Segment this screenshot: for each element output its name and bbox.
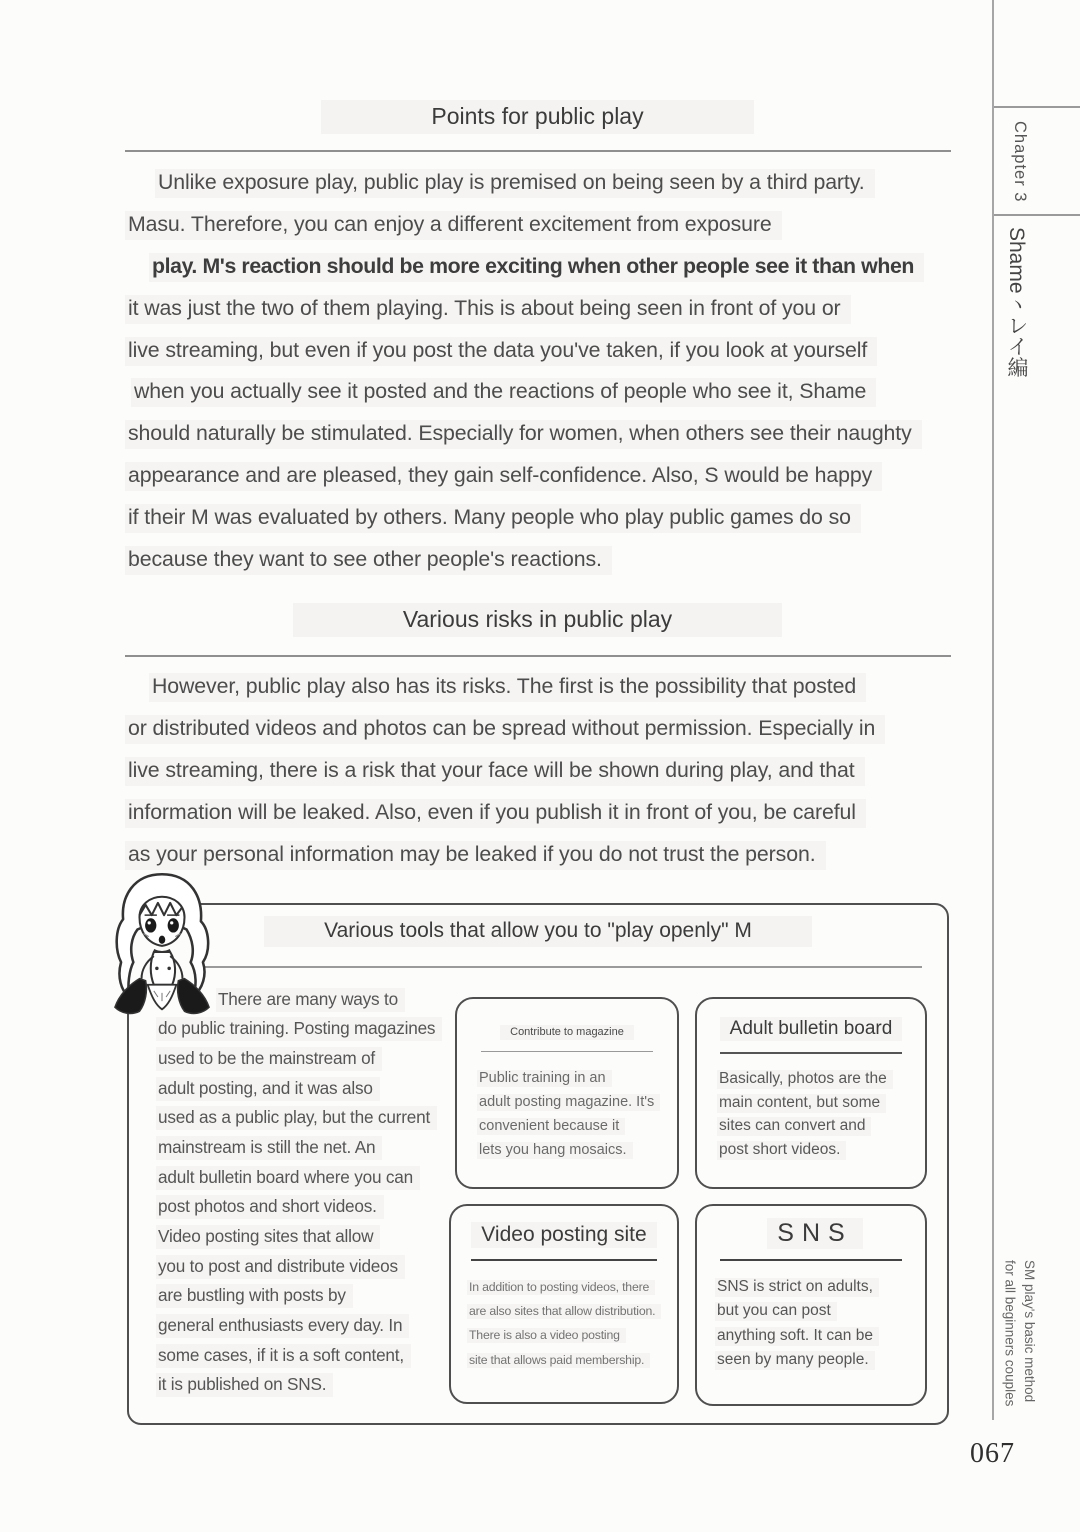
card-title: Adult bulletin board <box>697 1018 925 1040</box>
tools-box-title: Various tools that allow you to "play openly" M <box>129 919 947 943</box>
body-line: as your personal information may be leaked if you do not trust the person. <box>125 834 965 876</box>
card-sns <box>695 1204 927 1406</box>
card-line: Basically, photos are the <box>717 1068 925 1092</box>
body-line: appearance and are pleased, they gain self-confidence. Also, S would be happy <box>125 456 965 498</box>
paragraph-points <box>125 163 965 581</box>
intro-line: you to post and distribute videos <box>156 1252 461 1282</box>
body-line: live streaming, there is a risk that your face will be shown during play, and that <box>125 751 965 793</box>
card-divider <box>471 1259 657 1261</box>
sidebar-footer <box>1000 1260 1039 1422</box>
section-title-text: Points for public play <box>321 100 753 134</box>
intro-line: do public training. Posting magazines <box>156 1015 461 1045</box>
card-line: are also sites that allow distribution. <box>467 1299 677 1323</box>
card-video-posting-site <box>449 1204 679 1404</box>
body-line: Masu. Therefore, you can enjoy a different excitement from exposure <box>125 205 965 247</box>
intro-line: used to be the mainstream of <box>156 1044 461 1074</box>
card-line: Public training in an <box>477 1066 677 1090</box>
section-title-risks <box>125 606 950 633</box>
section-divider <box>125 655 951 657</box>
chibi-girl-mascot-icon <box>104 864 220 1040</box>
card-divider <box>481 1051 653 1052</box>
page-number: 067 <box>970 1438 1015 1469</box>
sidebar-divider-top <box>994 106 1080 108</box>
body-line: if their M was evaluated by others. Many people who play public games do so <box>125 497 965 539</box>
body-line: live streaming, but even if you post the data you've taken, if you look at yourself <box>125 330 965 372</box>
card-line: lets you hang mosaics. <box>477 1138 677 1162</box>
card-line: SNS is strict on adults, <box>715 1275 925 1300</box>
card-title: Contribute to magazine <box>457 1026 677 1038</box>
body-line: it was just the two of them playing. This is about being seen in front of you or <box>125 288 965 330</box>
card-line: anything soft. It can be <box>715 1324 925 1349</box>
body-line: should naturally be stimulated. Especially for women, when others see their naughty <box>125 414 965 456</box>
card-line: adult posting magazine. It's <box>477 1090 677 1114</box>
intro-line: adult bulletin board where you can <box>156 1163 461 1193</box>
body-line: because they want to see other people's reactions. <box>125 539 965 581</box>
sidebar-divider-mid <box>994 214 1080 216</box>
card-line: seen by many people. <box>715 1349 925 1374</box>
card-line: convenient because it <box>477 1114 677 1138</box>
intro-line: post photos and short videos. <box>156 1192 461 1222</box>
intro-line: mainstream is still the net. An <box>156 1133 461 1163</box>
sidebar-vertical-rule <box>992 0 994 1420</box>
card-divider <box>720 1052 902 1054</box>
section-title-text: Various risks in public play <box>293 603 782 637</box>
tools-intro-column <box>156 985 461 1400</box>
card-line: sites can convert and <box>717 1115 925 1139</box>
body-line: when you actually see it posted and the reactions of people who see it, Shame <box>125 372 965 414</box>
sidebar-footer-line: for all beginners couples <box>1002 1260 1018 1407</box>
card-line: site that allows paid membership. <box>467 1348 677 1372</box>
body-line: Unlike exposure play, public play is premised on being seen by a third party. <box>125 163 965 205</box>
intro-line: general enthusiasts every day. In <box>156 1311 461 1341</box>
section-title-points <box>125 103 950 130</box>
chapter-label: Chapter 3 <box>1011 121 1029 203</box>
intro-line: some cases, if it is a soft content, <box>156 1341 461 1371</box>
body-line: play. M's reaction should be more exciting when other people see it than when <box>125 247 965 289</box>
body-line: However, public play also has its risks. The first is the possibility that posted <box>125 667 965 709</box>
intro-line: used as a public play, but the current <box>156 1104 461 1134</box>
paragraph-risks <box>125 667 965 876</box>
intro-line: Video posting sites that allow <box>156 1222 461 1252</box>
card-divider <box>720 1259 902 1261</box>
tools-box <box>127 903 949 1425</box>
card-line: post short videos. <box>717 1139 925 1163</box>
tools-box-divider <box>202 966 922 968</box>
card-line: In addition to posting videos, there <box>467 1275 677 1299</box>
intro-line: There are many ways to <box>156 985 461 1015</box>
body-line: information will be leaked. Also, even if you publish it in front of you, be careful <box>125 792 965 834</box>
card-adult-bulletin-board <box>695 997 927 1189</box>
sidebar-footer-line: SM play's basic method <box>1022 1260 1037 1403</box>
section-divider <box>125 150 951 152</box>
card-line: There is also a video posting <box>467 1324 677 1348</box>
intro-line: are bustling with posts by <box>156 1281 461 1311</box>
body-line: or distributed videos and photos can be spread without permission. Especially in <box>125 709 965 751</box>
card-contribute-to-magazine <box>455 997 679 1189</box>
intro-line: adult posting, and it was also <box>156 1074 461 1104</box>
chapter-subtitle: Shameヽレイ編 <box>1005 227 1028 378</box>
card-line: main content, but some <box>717 1092 925 1116</box>
intro-line: it is published on SNS. <box>156 1370 461 1400</box>
card-title: SNS <box>697 1219 925 1248</box>
card-title: Video posting site <box>451 1223 677 1247</box>
card-line: but you can post <box>715 1300 925 1325</box>
